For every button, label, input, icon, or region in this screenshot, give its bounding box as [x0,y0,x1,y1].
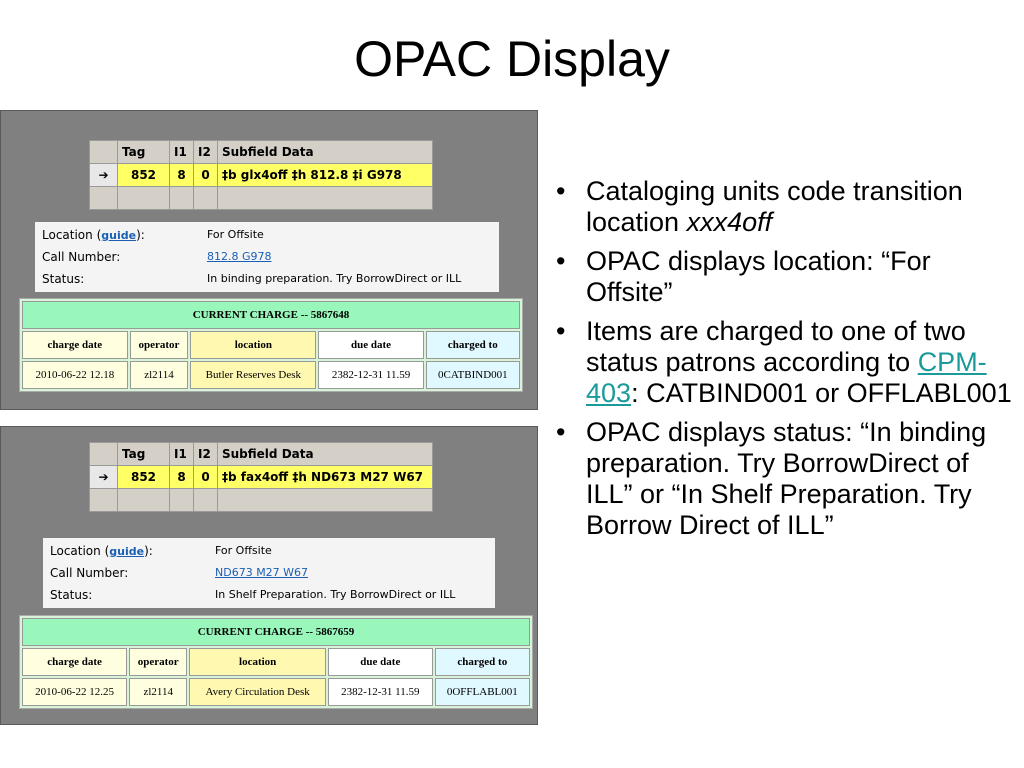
marc-header-i1[interactable]: I1 [170,443,194,466]
marc-header-i2[interactable]: I2 [194,443,218,466]
marc-header-i2[interactable]: I2 [194,141,218,164]
guide-link[interactable]: guide [109,545,145,558]
charge-date-value: 2010-06-22 12.18 [22,361,128,389]
charged-to-value: 0OFFLABL001 [435,678,530,706]
charge-title: CURRENT CHARGE -- 5867648 [22,301,520,329]
location-value: Avery Circulation Desk [189,678,326,706]
slide-title: OPAC Display [354,31,670,87]
marc-grid [89,442,433,512]
due-date-value: 2382-12-31 11.59 [318,361,423,389]
status-value: In binding preparation. Try BorrowDirect or ILL [207,272,462,285]
marc-i1[interactable]: 8 [170,466,194,489]
col-operator: operator [130,331,188,359]
bullet-list [552,176,1018,549]
call-number-label: Call Number: [50,566,129,580]
marc-header-i1[interactable]: I1 [170,141,194,164]
row-arrow-icon: ➔ [90,164,118,187]
marc-header-tag[interactable]: Tag [118,141,170,164]
status-label: Status: [42,272,85,286]
current-charge-table [19,298,523,392]
marc-subfield-data[interactable]: ‡b glx4off ‡h 812.8 ‡i G978 [218,164,433,187]
location-box: Location (guide): For Offsite Call Number: 812.8 G978 Status: In binding preparation. Try BorrowDirect or ILL [35,222,499,292]
bullet-item: • Cataloging units code transition location xxx4off [552,176,1018,238]
col-charged-to: charged to [435,648,530,676]
marc-grid [89,140,433,210]
charge-title: CURRENT CHARGE -- 5867659 [22,618,530,646]
bullet-item: • OPAC displays location: “For Offsite” [552,246,1018,308]
col-charge-date: charge date [22,331,128,359]
operator-value: zl2114 [130,361,188,389]
operator-value: zl2114 [129,678,187,706]
col-charge-date: charge date [22,648,127,676]
location-box: Location (guide): For Offsite Call Number: ND673 M27 W67 Status: In Shelf Preparation. Try BorrowDirect or ILL [43,538,495,608]
marc-i1[interactable]: 8 [170,164,194,187]
marc-i2[interactable]: 0 [194,466,218,489]
col-location: location [190,331,316,359]
status-value: In Shelf Preparation. Try BorrowDirect or ILL [215,588,456,601]
col-charged-to: charged to [426,331,520,359]
cpm-403-link[interactable]: CPM-403 [586,347,987,408]
location-value: Butler Reserves Desk [190,361,316,389]
status-label: Status: [50,588,93,602]
col-due-date: due date [328,648,433,676]
bullet-item: • OPAC displays status: “In binding preparation. Try BorrowDirect of ILL” or “In Shelf Preparation. Try Borrow Direct of ILL” [552,417,1018,541]
marc-row[interactable] [90,466,433,489]
opac-screenshot-1 [0,110,538,410]
location-value: For Offsite [207,228,264,241]
col-location: location [189,648,326,676]
guide-link[interactable]: guide [101,229,137,242]
charge-date-value: 2010-06-22 12.25 [22,678,127,706]
marc-row[interactable] [90,164,433,187]
marc-subfield-data[interactable]: ‡b fax4off ‡h ND673 M27 W67 [218,466,433,489]
location-value: For Offsite [215,544,272,557]
marc-header-tag[interactable]: Tag [118,443,170,466]
marc-header-subfield[interactable]: Subfield Data [218,141,433,164]
col-due-date: due date [318,331,423,359]
call-number-label: Call Number: [42,250,121,264]
row-arrow-icon: ➔ [90,466,118,489]
call-number-link[interactable]: ND673 M27 W67 [215,566,309,579]
charged-to-value: 0CATBIND001 [426,361,520,389]
current-charge-table [19,615,533,709]
marc-tag[interactable]: 852 [118,164,170,187]
location-code: xxx4off [686,207,773,237]
bullet-item: • Items are charged to one of two status patrons according to CPM-403: CATBIND001 or OFFLABL001 [552,316,1018,409]
marc-header-subfield[interactable]: Subfield Data [218,443,433,466]
due-date-value: 2382-12-31 11.59 [328,678,433,706]
opac-screenshot-2 [0,426,538,725]
marc-tag[interactable]: 852 [118,466,170,489]
call-number-link[interactable]: 812.8 G978 [207,250,272,263]
col-operator: operator [129,648,187,676]
marc-i2[interactable]: 0 [194,164,218,187]
